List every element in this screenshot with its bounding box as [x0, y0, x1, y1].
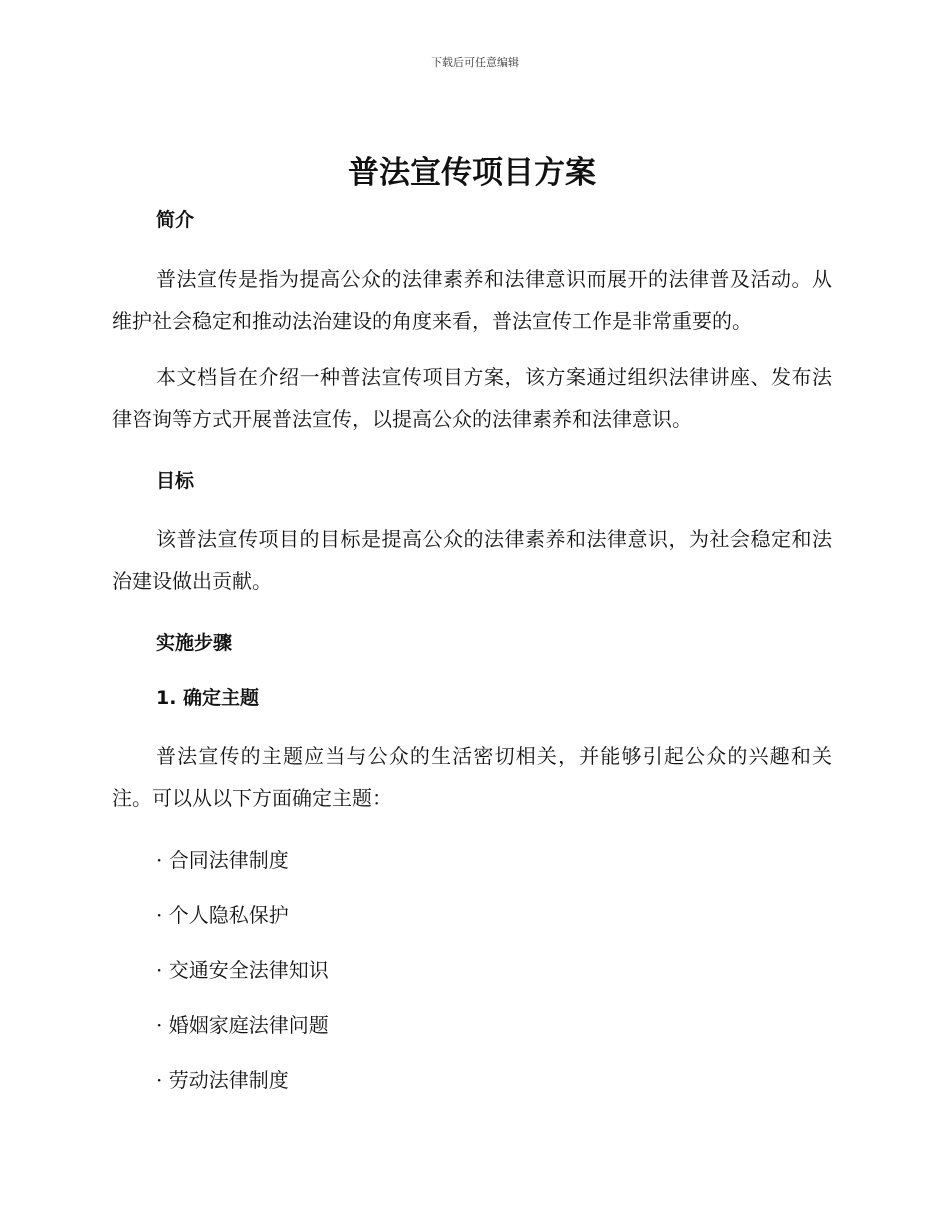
list-item: · 个人隐私保护: [156, 903, 289, 927]
intro-paragraph-2: 本文档旨在介绍一种普法宣传项目方案，该方案通过组织法律讲座、发布法律咨询等方式开展普法宣传，以提高公众的法律素养和法律意识。: [112, 365, 832, 431]
list-item: · 交通安全法律知识: [156, 958, 329, 982]
document-body: [112, 150, 832, 1094]
intro-paragraph-1: 普法宣传是指为提高公众的法律素养和法律意识而展开的法律普及活动。从维护社会稳定和推动法治建设的角度来看，普法宣传工作是非常重要的。: [112, 267, 832, 333]
step-1-paragraph: 普法宣传的主题应当与公众的生活密切相关，并能够引起公众的兴趣和关注。可以从以下方面确定主题：: [112, 744, 832, 810]
section-heading-intro: 简介: [156, 209, 195, 231]
step-1-heading: 1. 确定主题: [156, 687, 260, 709]
list-item: · 劳动法律制度: [156, 1068, 289, 1092]
section-heading-goal: 目标: [156, 470, 195, 492]
section-heading-steps: 实施步骤: [156, 632, 233, 654]
page-header-note: 下载后可任意编辑: [431, 56, 519, 69]
list-item: · 合同法律制度: [156, 848, 289, 872]
topic-list: [112, 846, 832, 1094]
document-title: 普法宣传项目方案: [348, 155, 596, 191]
list-item: · 婚姻家庭法律问题: [156, 1013, 329, 1037]
goal-paragraph: 该普法宣传项目的目标是提高公众的法律素养和法律意识，为社会稳定和法治建设做出贡献。: [112, 527, 832, 593]
